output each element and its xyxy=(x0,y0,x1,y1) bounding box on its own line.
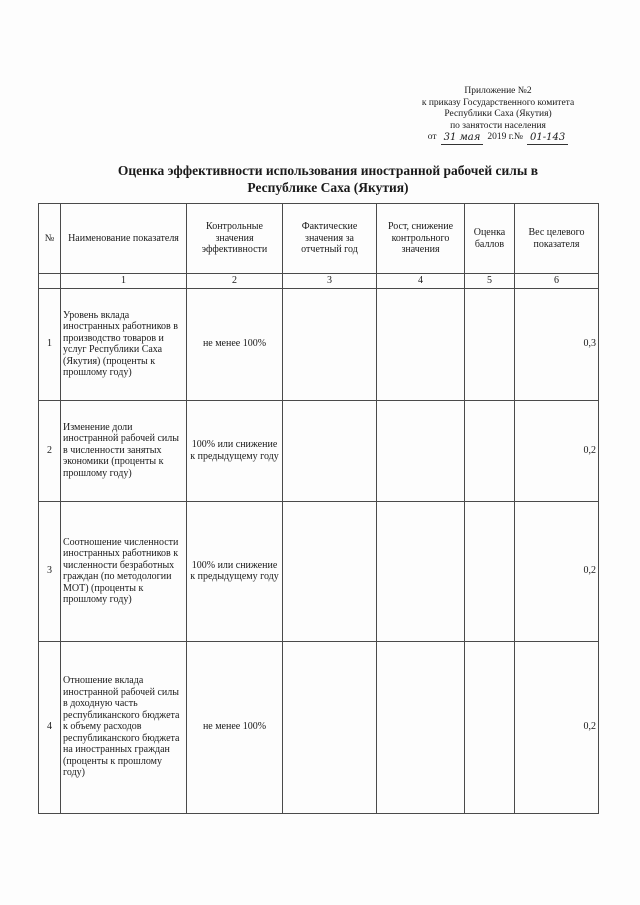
actual-value xyxy=(283,501,377,641)
column-number: 2 xyxy=(187,274,283,289)
title-line-2: Республике Саха (Якутия) xyxy=(247,180,409,195)
appendix-line: по занятости населения xyxy=(450,120,546,131)
header-name: Наименование показателя xyxy=(61,204,187,274)
order-prefix: от xyxy=(427,132,437,142)
control-value: 100% или снижение к предыдущему году xyxy=(187,501,283,641)
weight-value: 0,2 xyxy=(515,501,599,641)
column-number: 3 xyxy=(283,274,377,289)
title-line-1: Оценка эффективности использования иностранной рабочей силы в xyxy=(117,163,539,178)
order-number-handwritten: 01-143 xyxy=(527,132,568,145)
appendix-line: Приложение №2 xyxy=(464,86,532,96)
column-number: 6 xyxy=(515,274,599,289)
growth-value xyxy=(377,288,465,400)
row-number: 2 xyxy=(39,400,61,501)
weight-value: 0,3 xyxy=(515,288,599,400)
weight-value: 0,2 xyxy=(515,400,599,501)
header-num: № xyxy=(39,204,61,274)
header-control: Контрольные значения эффективности xyxy=(187,204,283,274)
order-line xyxy=(398,132,598,145)
row-number: 1 xyxy=(39,288,61,400)
header-row xyxy=(39,204,599,274)
appendix-line: к приказу Государственного комитета xyxy=(421,97,575,108)
indicator-name: Соотношение численности иностранных работников к численности безработных граждан (по методологии МОТ) (проценты к прошлому году) xyxy=(61,501,187,641)
score-value xyxy=(465,501,515,641)
column-number-empty xyxy=(39,274,61,289)
appendix-line: Республики Саха (Якутия) xyxy=(444,109,552,119)
column-number: 5 xyxy=(465,274,515,289)
growth-value xyxy=(377,501,465,641)
order-date-handwritten: 31 мая xyxy=(441,132,484,145)
score-value xyxy=(465,641,515,813)
order-year: 2019 г.№ xyxy=(487,132,523,142)
header-actual: Фактические значения за отчетный год xyxy=(283,204,377,274)
control-value: не менее 100% xyxy=(187,288,283,400)
indicator-name: Отношение вклада иностранной рабочей силы в доходную часть республиканского бюджета к объему расходов республиканского бюджета на иностранных граждан (проценты к прошлому году) xyxy=(61,641,187,813)
actual-value xyxy=(283,641,377,813)
column-number-row xyxy=(39,274,599,289)
table-row xyxy=(39,400,599,501)
table-row xyxy=(39,641,599,813)
row-number: 3 xyxy=(39,501,61,641)
column-number: 1 xyxy=(61,274,187,289)
row-number: 4 xyxy=(39,641,61,813)
document-title xyxy=(60,162,596,196)
header-score: Оценка баллов xyxy=(465,204,515,274)
indicator-name: Уровень вклада иностранных работников в производство товаров и услуг Республики Саха (Якутия) (проценты к прошлому году) xyxy=(61,288,187,400)
actual-value xyxy=(283,400,377,501)
weight-value: 0,2 xyxy=(515,641,599,813)
table-row xyxy=(39,501,599,641)
growth-value xyxy=(377,641,465,813)
growth-value xyxy=(377,400,465,501)
control-value: не менее 100% xyxy=(187,641,283,813)
table-row xyxy=(39,288,599,400)
evaluation-table xyxy=(38,203,599,814)
actual-value xyxy=(283,288,377,400)
score-value xyxy=(465,400,515,501)
control-value: 100% или снижение к предыдущему году xyxy=(187,400,283,501)
header-weight: Вес целевого показателя xyxy=(515,204,599,274)
header-growth: Рост, снижение контрольного значения xyxy=(377,204,465,274)
appendix-note xyxy=(398,86,598,145)
column-number: 4 xyxy=(377,274,465,289)
score-value xyxy=(465,288,515,400)
indicator-name: Изменение доли иностранной рабочей силы в численности занятых экономики (проценты к прошлому году) xyxy=(61,400,187,501)
